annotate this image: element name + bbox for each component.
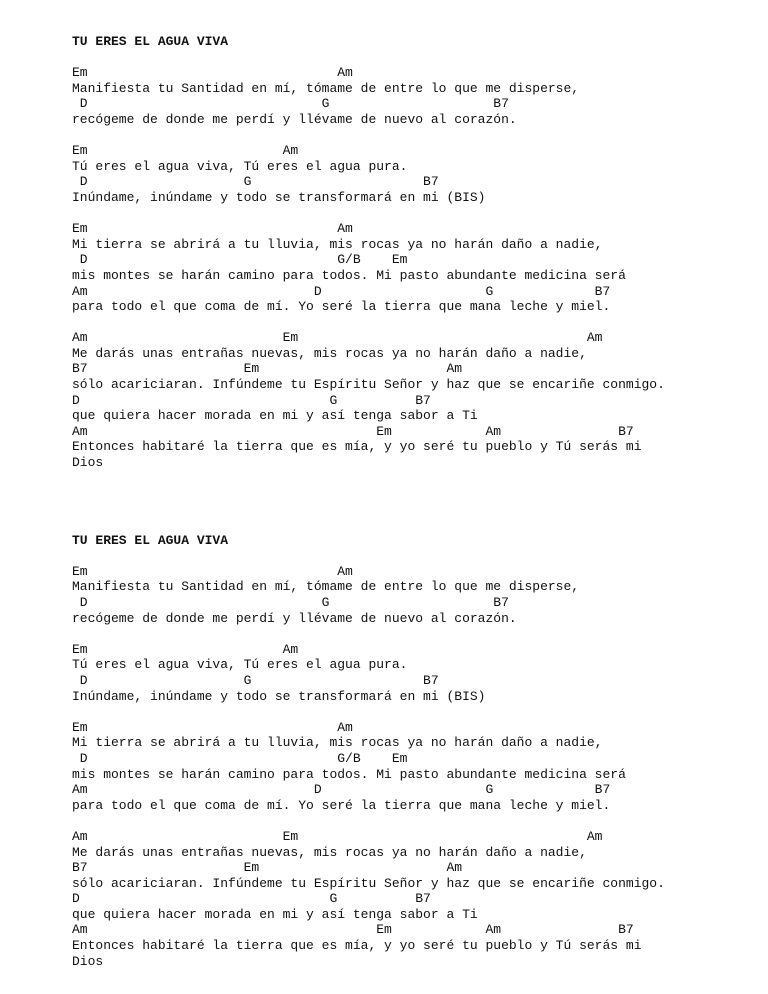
chord-line: Em Am: [72, 65, 353, 81]
chord-line: Em Am: [72, 221, 353, 237]
stanza: [72, 221, 762, 315]
chord-line: D G B7: [72, 891, 431, 907]
lyric-line: Dios: [72, 455, 104, 471]
song-sheet: [72, 34, 762, 471]
song-sheet: [72, 533, 762, 970]
lyric-line: sólo acariciaran. Infúndeme tu Espíritu Señor y haz que se encariñe conmigo.: [72, 377, 665, 393]
stanza: [72, 65, 762, 127]
song-title: TU ERES EL AGUA VIVA: [72, 532, 229, 548]
chord-line: Am D G B7: [72, 782, 611, 798]
chord-line: Em Am: [72, 143, 299, 159]
chord-line: Am Em Am B7: [72, 423, 634, 439]
lyric-line: mis montes se harán camino para todos. Mi pasto abundante medicina será: [72, 766, 626, 782]
chorus-stanza: [72, 143, 762, 205]
stanza: [72, 829, 762, 969]
stanza: [72, 564, 762, 626]
lyric-line: para todo el que coma de mí. Yo seré la tierra que mana leche y miel.: [72, 299, 611, 315]
lyric-line: recógeme de donde me perdí y llévame de nuevo al corazón.: [72, 111, 517, 127]
chord-line: D G/B Em: [72, 750, 408, 766]
lyric-line: Inúndame, inúndame y todo se transformará en mi (BIS): [72, 189, 486, 205]
stanza: [72, 720, 762, 814]
lyric-line: Entonces habitaré la tierra que es mía, y yo seré tu pueblo y Tú serás mi: [72, 439, 642, 455]
lyric-line: que quiera hacer morada en mi y así tenga sabor a Ti: [72, 408, 478, 424]
lyric-line: mis montes se harán camino para todos. Mi pasto abundante medicina será: [72, 267, 626, 283]
lyric-line: para todo el que coma de mí. Yo seré la tierra que mana leche y miel.: [72, 797, 611, 813]
lyric-line: Manifiesta tu Santidad en mí, tómame de entre lo que me disperse,: [72, 80, 580, 96]
chord-line: D G/B Em: [72, 252, 408, 268]
lyric-line: Me darás unas entrañas nuevas, mis rocas ya no harán daño a nadie,: [72, 844, 587, 860]
chord-line: D G B7: [72, 174, 439, 190]
lyric-line: Entonces habitaré la tierra que es mía, y yo seré tu pueblo y Tú serás mi: [72, 938, 642, 954]
lyric-line: Dios: [72, 953, 104, 969]
chord-line: B7 Em Am: [72, 860, 463, 876]
chord-line: Em Am: [72, 719, 353, 735]
chord-line: Em Am: [72, 563, 353, 579]
chord-line: D G B7: [72, 595, 509, 610]
chord-line: Em Am: [72, 641, 299, 657]
chord-line: Am Em Am: [72, 828, 603, 844]
lyric-line: que quiera hacer morada en mi y así tenga sabor a Ti: [72, 906, 478, 922]
lyric-line: recógeme de donde me perdí y llévame de nuevo al corazón.: [72, 610, 517, 626]
stanza: [72, 330, 762, 470]
chord-line: D G B7: [72, 392, 431, 408]
chord-line: D G B7: [72, 96, 509, 112]
lyric-line: Mi tierra se abrirá a tu lluvia, mis rocas ya no harán daño a nadie,: [72, 236, 603, 252]
chord-line: B7 Em Am: [72, 361, 463, 377]
song-title: TU ERES EL AGUA VIVA: [72, 34, 229, 49]
chord-line: D G B7: [72, 672, 439, 688]
lyric-line: Manifiesta tu Santidad en mí, tómame de entre lo que me disperse,: [72, 579, 580, 595]
lyric-line: Tú eres el agua viva, Tú eres el agua pura.: [72, 158, 408, 174]
lyric-line: sólo acariciaran. Infúndeme tu Espíritu Señor y haz que se encariñe conmigo.: [72, 875, 665, 891]
lyric-line: Me darás unas entrañas nuevas, mis rocas ya no harán daño a nadie,: [72, 345, 587, 361]
chord-line: Am Em Am B7: [72, 922, 634, 938]
lyric-line: Tú eres el agua viva, Tú eres el agua pura.: [72, 657, 408, 673]
lyric-line: Mi tierra se abrirá a tu lluvia, mis rocas ya no harán daño a nadie,: [72, 735, 603, 751]
lyric-line: Inúndame, inúndame y todo se transformará en mi (BIS): [72, 688, 486, 704]
chord-line: Am D G B7: [72, 283, 611, 299]
chord-line: Am Em Am: [72, 330, 603, 346]
chorus-stanza: [72, 642, 762, 704]
document-page: [72, 34, 762, 969]
